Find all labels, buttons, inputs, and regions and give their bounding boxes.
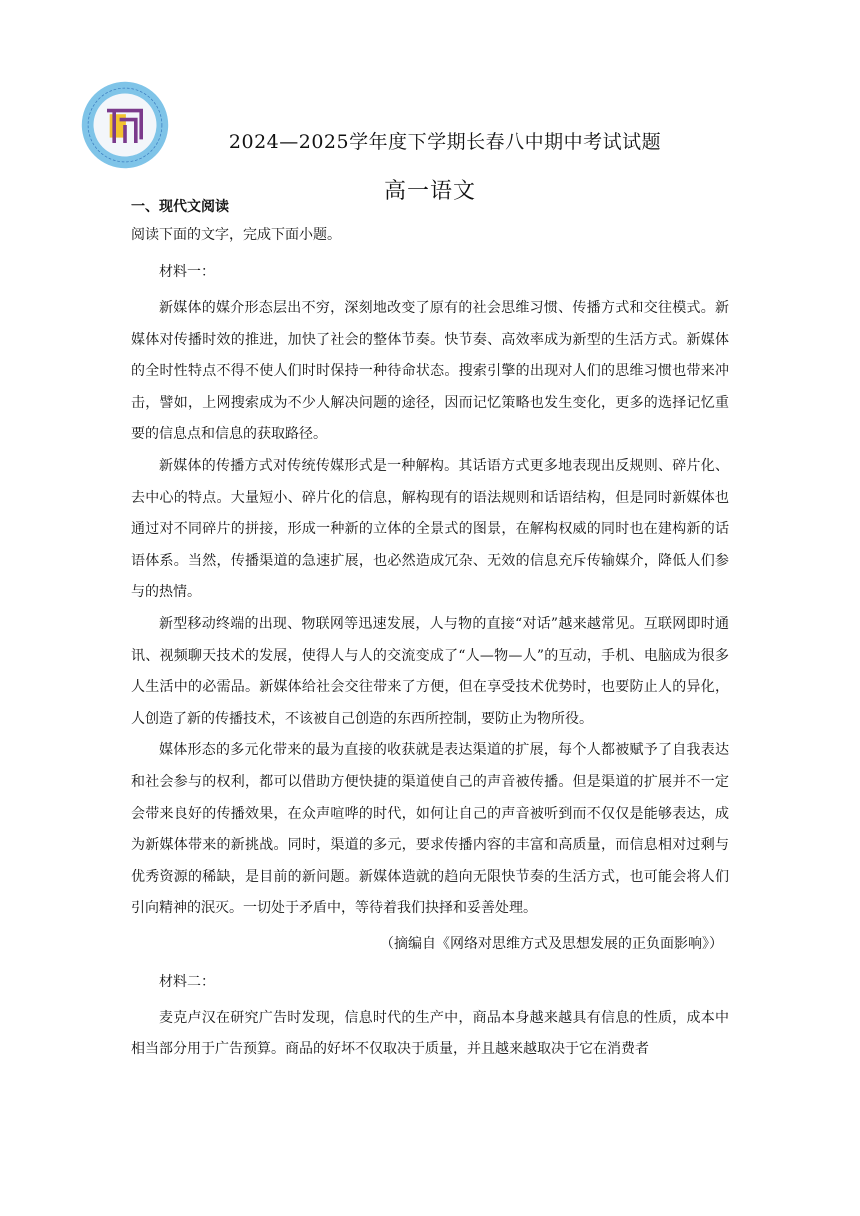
school-logo xyxy=(80,80,170,170)
material-1-source: （摘编自《网络对思维方式及思想发展的正负面影响》） xyxy=(380,935,723,952)
material-1-paragraph: 新媒体的媒介形态层出不穷，深刻地改变了原有的社会思维习惯、传播方式和交往模式。新媒体对传播时效的推进，加快了社会的整体节奏。快节奏、高效率成为新型的生活方式。新媒体的全时性特点不得不使人们时时保持一种待命状态。搜索引擎的出现对人们的思维习惯也带来冲击，譬如，上网搜索成为不少人解决问题的途径，因而记忆策略也发生变化，更多的选择记忆重要的信息点和信息的获取路径。 xyxy=(131,300,729,443)
exam-title: 2024—2025学年度下学期长春八中期中考试试题 xyxy=(228,130,662,153)
material-1-paragraph: 新型移动终端的出现、物联网等迅速发展，人与物的直接“对话”越来越常见。互联网即时通讯、视频聊天技术的发展，使得人与人的交流变成了“人—物—人”的互动，手机、电脑成为很多人生活中的必需品。新媒体给社会交往带来了方便，但在享受技术优势时，也要防止人的异化，人创造了新的传播技术，不该被自己创造的东西所控制，要防止为物所役。 xyxy=(131,615,729,727)
reading-section xyxy=(131,196,729,1066)
material-1-label: 材料一： xyxy=(159,264,215,280)
exam-subject: 高一语文 xyxy=(383,179,476,205)
material-2-paragraph: 麦克卢汉在研究广告时发现，信息时代的生产中，商品本身越来越具有信息的性质，成本中相当部分用于广告预算。商品的好坏不仅取决于质量，并且越来越取决于它在消费者 xyxy=(131,1009,729,1058)
section-heading: 一、现代文阅读 xyxy=(131,199,229,215)
section-instruction: 阅读下面的文字，完成下面小题。 xyxy=(131,227,341,243)
material-1-paragraph: 媒体形态的多元化带来的最为直接的收获就是表达渠道的扩展，每个人都被赋予了自我表达和社会参与的权利，都可以借助方便快捷的渠道使自己的声音被传播。但是渠道的扩展并不一定会带来良好的传播效果，在众声喧哗的时代，如何让自己的声音被听到而不仅仅是能够表达，成为新媒体带来的新挑战。同时，渠道的多元，要求传播内容的丰富和高质量，而信息相对过剩与优秀资源的稀缺，是目前的新问题。新媒体造就的趋向无限快节奏的生活方式，也可能会将人们引向精神的泯灭。一切处于矛盾中，等待着我们抉择和妥善处理。 xyxy=(131,742,729,917)
material-1-paragraph: 新媒体的传播方式对传统传媒形式是一种解构。其话语方式更多地表现出反规则、碎片化、去中心的特点。大量短小、碎片化的信息，解构现有的语法规则和话语结构，但是同时新媒体也通过对不同碎片的拼接，形成一种新的立体的全景式的图景，在解构权威的同时也在建构新的话语体系。当然，传播渠道的急速扩展，也必然造成冗杂、无效的信息充斥传输媒介，降低人们参与的热情。 xyxy=(131,457,729,601)
material-2-label: 材料二： xyxy=(159,973,215,990)
